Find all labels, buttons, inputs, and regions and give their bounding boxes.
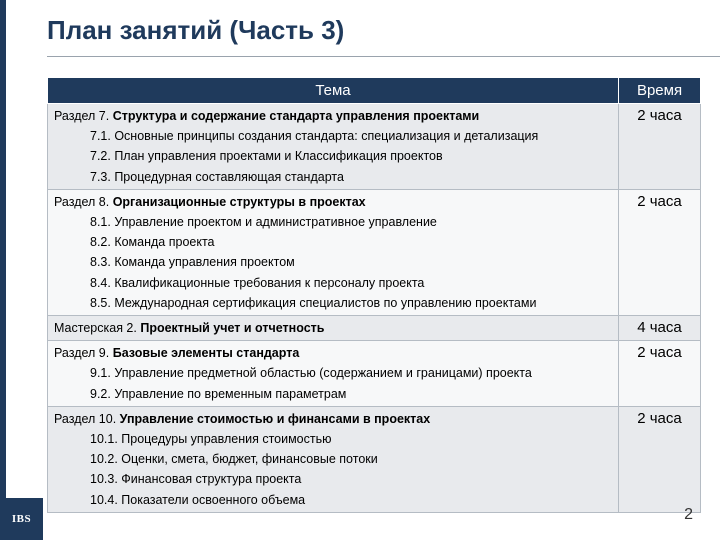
ibs-logo: IBS (0, 498, 43, 540)
section-heading (54, 343, 612, 363)
subsection-item: 8.1. Управление проектом и административное управление (90, 215, 437, 230)
section-heading (54, 318, 612, 338)
slide-title: План занятий (Часть 3) (47, 15, 345, 45)
subsection-item: 8.2. Команда проекта (90, 235, 215, 250)
section-heading (54, 106, 612, 126)
table-row (48, 104, 701, 190)
subsection-item: 7.2. План управления проектами и Классификация проектов (90, 149, 443, 164)
section-name: Базовые элементы стандарта (112, 346, 300, 361)
section-prefix: Раздел 9. (54, 346, 110, 361)
time-cell: 4 часа (619, 316, 701, 341)
subsection-item: 8.4. Квалификационные требования к персоналу проекта (90, 275, 425, 290)
section-prefix: Раздел 8. (54, 194, 110, 209)
subsection-item: 10.4. Показатели освоенного объема (90, 492, 306, 507)
section-name: Управление стоимостью и финансами в проектах (119, 411, 431, 426)
time-cell: 2 часа (619, 406, 701, 512)
section-name: Структура и содержание стандарта управления проектами (112, 109, 480, 123)
lesson-plan-table (47, 77, 701, 513)
time-cell: 2 часа (619, 341, 701, 407)
table-header-row (48, 78, 701, 104)
subsection-item: 10.3. Финансовая структура проекта (90, 472, 302, 487)
subsection-item: 8.5. Международная сертификация специалистов по управлению проектами (90, 295, 537, 310)
left-accent-bar (0, 0, 6, 540)
subsection-item: 7.3. Процедурная составляющая стандарта (90, 169, 344, 184)
section-name: Проектный учет и отчетность (140, 321, 325, 336)
page-number: 2 (684, 506, 693, 523)
time-cell: 2 часа (619, 189, 701, 315)
table-row (48, 406, 701, 512)
section-heading (54, 192, 612, 212)
title-divider (47, 56, 720, 57)
header-time: Время (619, 78, 701, 104)
subsection-item: 9.1. Управление предметной областью (содержанием и границами) проекта (90, 366, 532, 381)
subsection-item: 8.3. Команда управления проектом (90, 255, 295, 270)
table-row (48, 189, 701, 315)
table-row (48, 316, 701, 341)
table-row (48, 341, 701, 407)
subsection-item: 7.1. Основные принципы создания стандарта: специализация и детализация (90, 129, 539, 144)
topic-cell (48, 406, 619, 512)
section-heading (54, 409, 612, 429)
table-body (48, 104, 701, 513)
topic-cell (48, 341, 619, 407)
section-prefix: Раздел 7. (54, 109, 110, 123)
section-name: Организационные структуры в проектах (112, 194, 366, 209)
header-topic: Тема (48, 78, 619, 104)
topic-cell (48, 189, 619, 315)
time-cell: 2 часа (619, 104, 701, 190)
subsection-item: 10.2. Оценки, смета, бюджет, финансовые потоки (90, 452, 378, 467)
topic-cell (48, 104, 619, 190)
topic-cell (48, 316, 619, 341)
subsection-item: 9.2. Управление по временным параметрам (90, 386, 347, 401)
subsection-item: 10.1. Процедуры управления стоимостью (90, 432, 332, 447)
section-prefix: Мастерская 2. (54, 321, 137, 336)
section-prefix: Раздел 10. (54, 411, 117, 426)
